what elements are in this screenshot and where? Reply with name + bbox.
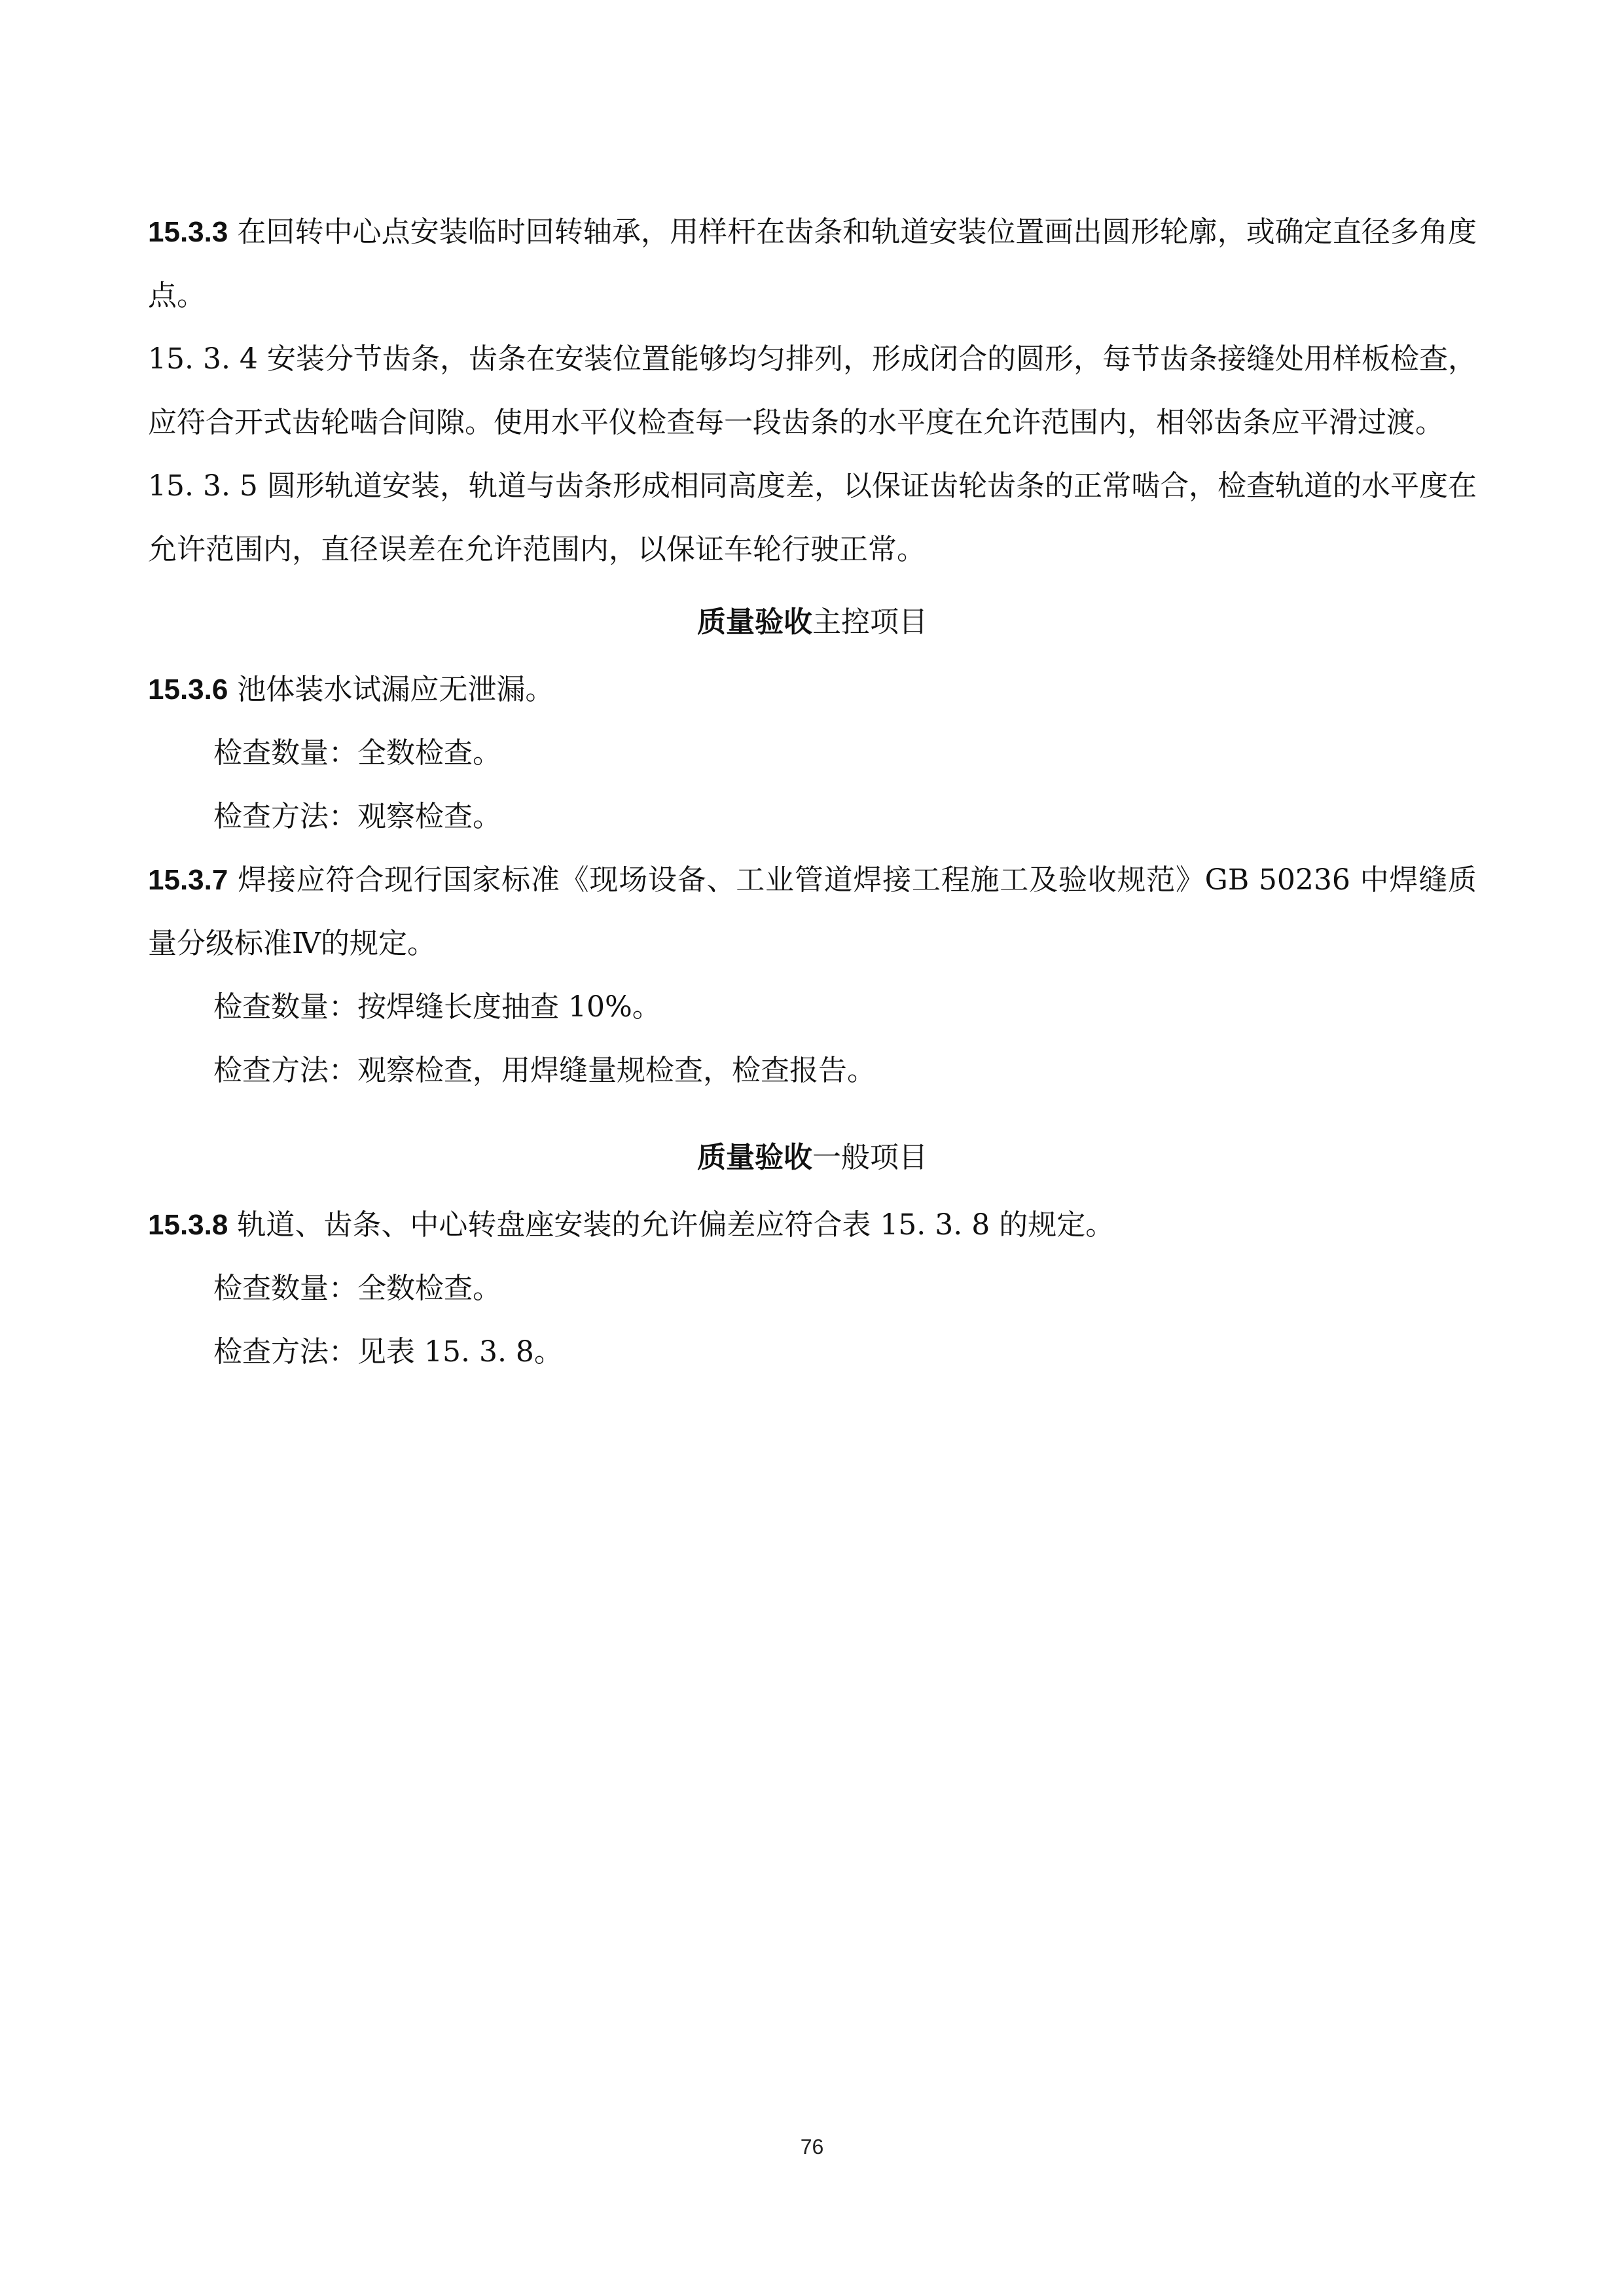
section-heading-main-control bbox=[148, 590, 1477, 654]
inspection-method: 检查方法：见表 15. 3. 8。 bbox=[213, 1335, 563, 1369]
clause-text: 在回转中心点安装临时回转轴承，用样杆在齿条和轨道安装位置画出圆形轮廓，或确定直径多角度点。 bbox=[148, 215, 1477, 312]
clause-text: 轨道、齿条、中心转盘座安装的允许偏差应符合表 15. 3. 8 的规定。 bbox=[228, 1208, 1115, 1242]
page-body bbox=[148, 200, 1477, 1384]
heading-bold-part: 质量验收 bbox=[697, 1141, 812, 1174]
clause-15-3-8 bbox=[148, 1193, 1477, 1257]
clause-15-3-5 bbox=[148, 454, 1477, 581]
spacer bbox=[148, 1102, 1477, 1126]
inspection-quantity: 检查数量：按焊缝长度抽查 10%。 bbox=[213, 990, 661, 1024]
clause-text: 圆形轨道安装，轨道与齿条形成相同高度差，以保证齿轮齿条的正常啮合，检查轨道的水平度在允许范围内，直径误差在允许范围内，以保证车轮行驶正常。 bbox=[148, 469, 1477, 566]
clause-text: 焊接应符合现行国家标准《现场设备、工业管道焊接工程施工及验收规范》GB 50236 中焊缝质量分级标准Ⅳ的规定。 bbox=[148, 863, 1477, 960]
clause-number: 15.3.6 bbox=[148, 673, 228, 706]
page-number: 76 bbox=[800, 2135, 824, 2159]
clause-15-3-4 bbox=[148, 327, 1477, 454]
clause-number: 15. 3. 4 bbox=[148, 342, 258, 376]
clause-text: 安装分节齿条，齿条在安装位置能够均匀排列，形成闭合的圆形，每节齿条接缝处用样板检查，应符合开式齿轮啮合间隙。使用水平仪检查每一段齿条的水平度在允许范围内，相邻齿条应平滑过渡。 bbox=[148, 342, 1477, 439]
clause-15-3-7 bbox=[148, 848, 1477, 975]
inspection-quantity: 检查数量：全数检查。 bbox=[213, 1272, 501, 1305]
clause-15-3-3 bbox=[148, 200, 1477, 327]
section-heading-general bbox=[148, 1126, 1477, 1189]
inspection-method: 检查方法：观察检查。 bbox=[213, 800, 501, 833]
heading-bold-part: 质量验收 bbox=[697, 605, 812, 639]
spacer bbox=[148, 581, 1477, 590]
clause-15-3-6 bbox=[148, 658, 1477, 721]
clause-text: 池体装水试漏应无泄漏。 bbox=[228, 673, 554, 706]
inspection-quantity: 检查数量：全数检查。 bbox=[213, 736, 501, 770]
clause-number: 15. 3. 5 bbox=[148, 469, 258, 503]
clause-number: 15.3.8 bbox=[148, 1209, 228, 1241]
heading-rest-part: 一般项目 bbox=[812, 1141, 928, 1174]
inspection-method: 检查方法：观察检查，用焊缝量规检查，检查报告。 bbox=[213, 1054, 876, 1087]
heading-rest-part: 主控项目 bbox=[812, 605, 928, 639]
clause-number: 15.3.3 bbox=[148, 216, 228, 248]
clause-number: 15.3.7 bbox=[148, 864, 228, 896]
